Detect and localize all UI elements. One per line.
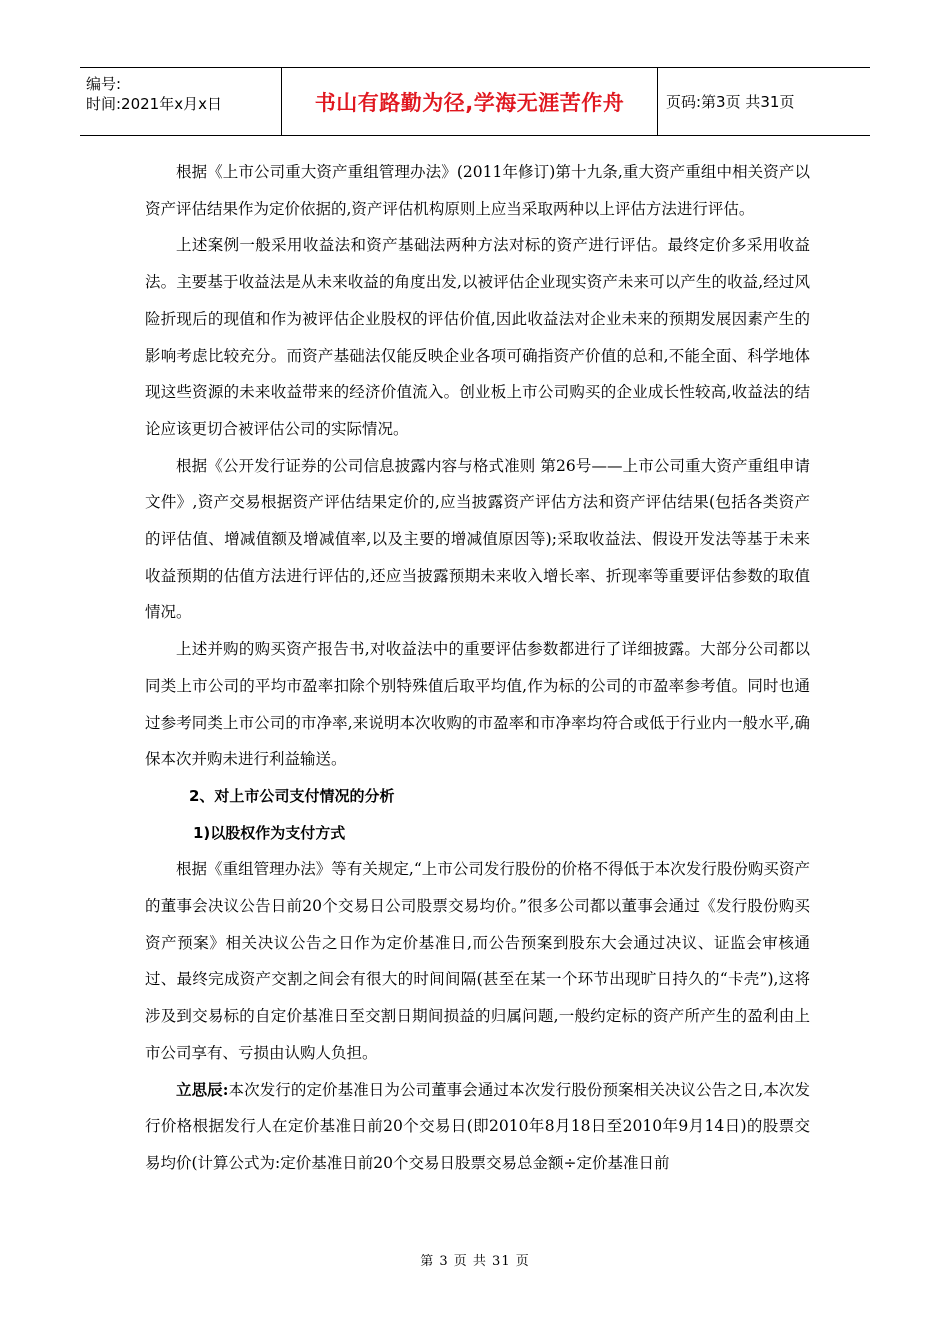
paragraph-restructuring-rule: 根据《上市公司重大资产重组管理办法》(2011年修订)第十九条,重大资产重组中相关资产以资产评估结果作为定价依据的,资产评估机构原则上应当采取两种以上评估方法进行评估。	[145, 163, 810, 218]
header-motto-cell	[282, 68, 658, 135]
document-number-label: 编号:	[86, 75, 122, 93]
paragraph-pe-ratio: 上述并购的购买资产报告书,对收益法中的重要评估参数都进行了详细披露。大部分公司都以同类上市公司的平均市盈率扣除个别特殊值后取平均值,作为标的公司的市盈率参考值。同时也通过参考同类上市公司的市净率,来说明本次收购的市盈率和市净率均符合或低于行业内一般水平,确保本次并购未进行利益输送。	[145, 640, 810, 769]
case-company-name: 立思辰:	[176, 1079, 229, 1099]
paragraph-disclosure-standard: 根据《公开发行证券的公司信息披露内容与格式准则 第26号——上市公司重大资产重组申请文件》,资产交易根据资产评估结果定价的,应当披露资产评估方法和资产评估结果(包括各类资产的评估值、增减值额及增减值率,以及主要的增减值原因等);采取收益法、假设开发法等基于未来收益预期的估值方法进行评估的,还应当披露预期未来收入增长率、折现率等重要评估参数的取值情况。	[145, 456, 810, 622]
header-meta-cell	[80, 68, 282, 135]
case-text: 本次发行的定价基准日为公司董事会通过本次发行股份预案相关决议公告之日,本次发行价格根据发行人在定价基准日前20个交易日(即2010年8月18日至2010年9月14日)的股票交易均价(计算公式为:定价基准日前20个交易日股票交易总金额÷定价基准日前	[145, 1080, 810, 1172]
paragraph-share-pricing: 根据《重组管理办法》等有关规定,“上市公司发行股份的价格不得低于本次发行股份购买资产的董事会决议公告日前20个交易日公司股票交易均价。”很多公司都以董事会通过《发行股份购买资产预案》相关决议公告之日作为定价基准日,而公告预案到股东大会通过决议、证监会审核通过、最终完成资产交割之间会有很大的时间间隔(甚至在某一个环节出现旷日持久的“卡壳”),这将涉及到交易标的自定价基准日至交割日期间损益的归属问题,一般约定标的资产所产生的盈利由上市公司享有、亏损由认购人负担。	[145, 860, 810, 1062]
header-page-cell	[658, 68, 870, 135]
section-heading: 2、对上市公司支付情况的分析	[189, 786, 395, 805]
page-header	[80, 67, 870, 136]
page-footer: 第 3 页 共 31 页	[420, 1254, 530, 1269]
paragraph-case-example	[145, 1072, 810, 1182]
paragraph-valuation-methods: 上述案例一般采用收益法和资产基础法两种方法对标的资产进行评估。最终定价多采用收益法。主要基于收益法是从未来收益的角度出发,以被评估企业现实资产未来可以产生的收益,经过风险折现后的现值和作为被评估企业股权的评估价值,因此收益法对企业未来的预期发展因素产生的影响考虑比较充分。而资产基础法仅能反映企业各项可确指资产价值的总和,不能全面、科学地体现这些资源的未来收益带来的经济价值流入。创业板上市公司购买的企业成长性较高,收益法的结论应该更切合被评估公司的实际情况。	[145, 236, 810, 438]
header-motto: 书山有路勤为径,学海无涯苦作舟	[314, 90, 625, 115]
header-page-number: 页码:第3页 共31页	[666, 93, 795, 111]
document-body	[145, 154, 810, 1182]
subsection-heading: 1)以股权作为支付方式	[193, 823, 346, 842]
document-date-label: 时间:2021年x月x日	[86, 95, 222, 113]
